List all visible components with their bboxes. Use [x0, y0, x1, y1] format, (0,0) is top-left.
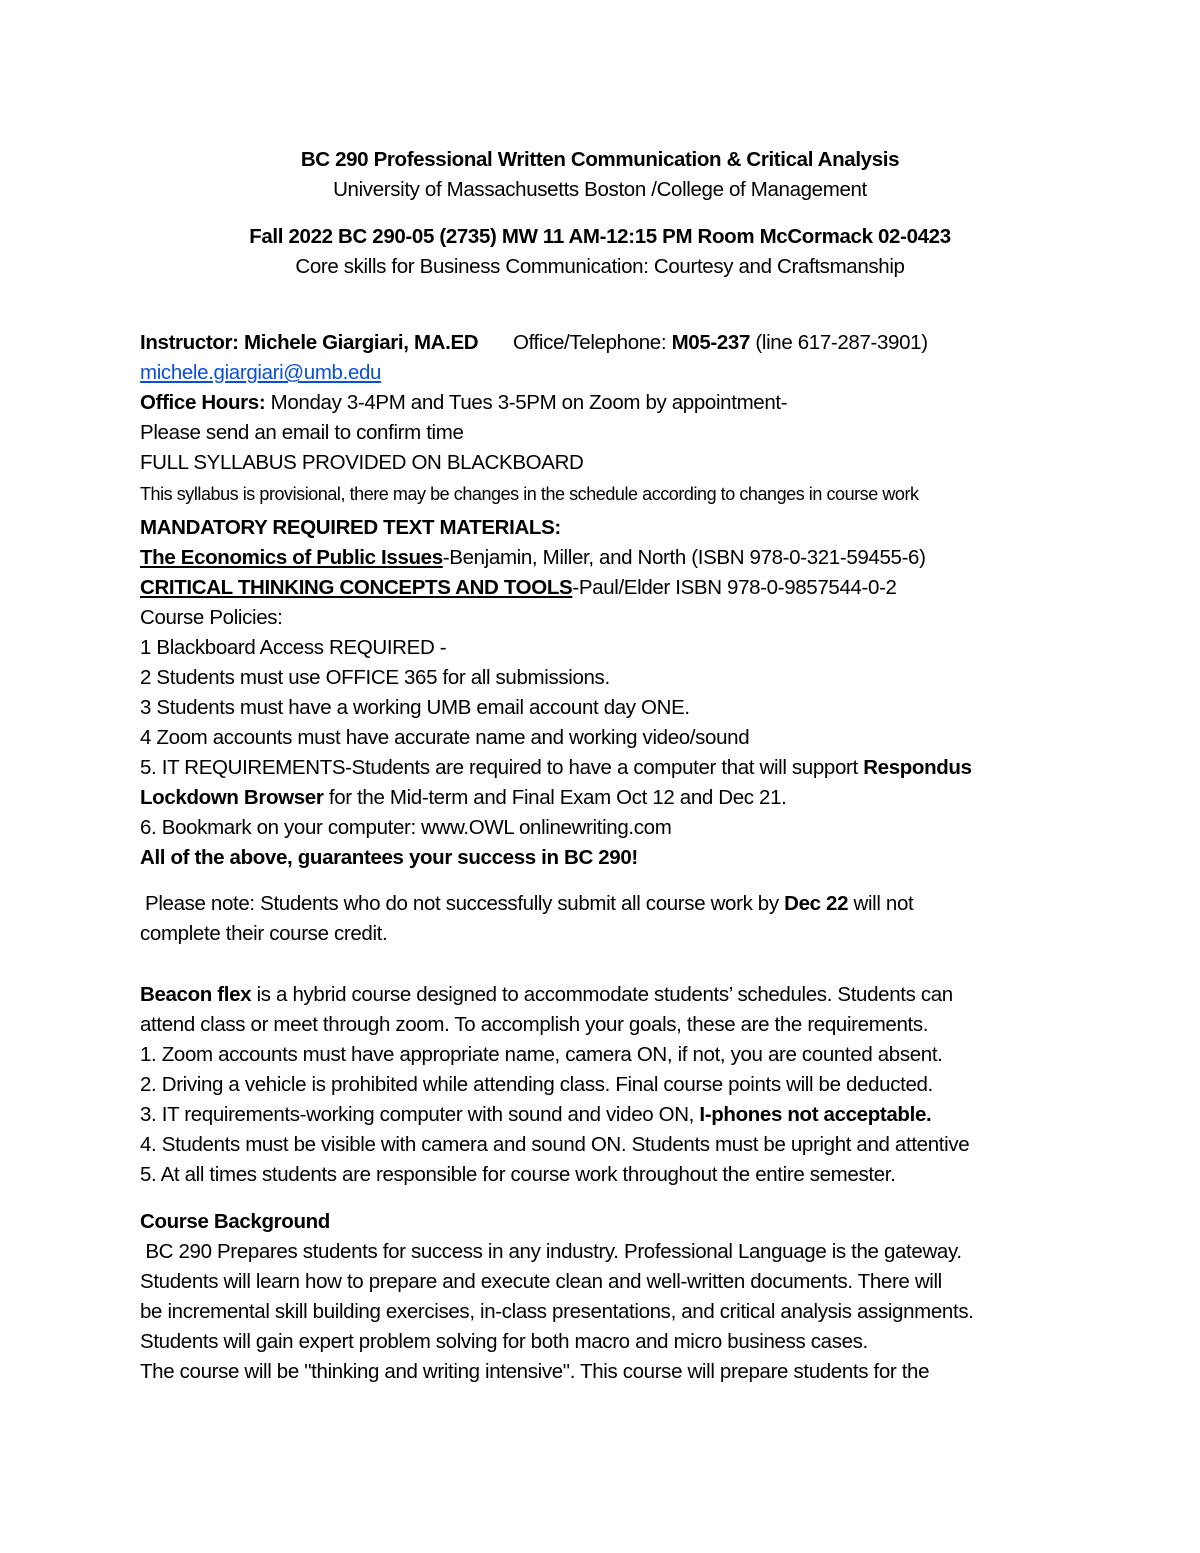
policy-5-lockdown: Lockdown Browser: [140, 786, 324, 809]
book-2-title: CRITICAL THINKING CONCEPTS AND TOOLS: [140, 576, 573, 599]
office-hours-value: Monday 3-4PM and Tues 3-5PM on Zoom by appointment-: [270, 391, 788, 414]
instructor-name: Instructor: Michele Giargiari, MA.ED: [140, 331, 479, 354]
office-hours: [140, 388, 787, 418]
beacon-req-1: 1. Zoom accounts must have appropriate name, camera ON, if not, you are counted absent.: [140, 1043, 943, 1066]
beacon-req-3-text: 3. IT requirements-working computer with sound and video ON,: [140, 1103, 695, 1126]
beacon-label: Beacon flex: [140, 983, 252, 1006]
policies-heading: Course Policies:: [140, 606, 283, 629]
instructor-line: [140, 328, 928, 358]
course-title: BC 290 Professional Written Communication & Critical Analysis: [300, 148, 900, 171]
deadline-note-end: will not: [853, 892, 914, 915]
book-1-details: -Benjamin, Miller, and North (ISBN 978-0-321-59455-6): [442, 546, 926, 569]
office-room: M05-237: [671, 331, 751, 354]
deadline-note-line2: complete their course credit.: [140, 922, 388, 945]
section-info: Fall 2022 BC 290-05 (2735) MW 11 AM-12:15 PM Room McCormack 02-0423: [249, 225, 951, 248]
background-line-2: Students will learn how to prepare and execute clean and well-written documents. There will: [140, 1270, 942, 1293]
policy-3: 3 Students must have a working UMB email account day ONE.: [140, 696, 690, 719]
book-2-details: -Paul/Elder ISBN 978-0-9857544-0-2: [572, 576, 897, 599]
beacon-req-3: [140, 1100, 931, 1130]
materials-heading: MANDATORY REQUIRED TEXT MATERIALS:: [140, 516, 561, 539]
phone-number: (line 617-287-3901): [755, 331, 928, 354]
policy-2: 2 Students must use OFFICE 365 for all submissions.: [140, 666, 610, 689]
course-subtitle: Core skills for Business Communication: Courtesy and Craftsmanship: [295, 255, 905, 278]
book-1-title: The Economics of Public Issues: [140, 546, 443, 569]
beacon-intro: [140, 980, 953, 1010]
background-heading: Course Background: [140, 1210, 330, 1233]
policy-6: 6. Bookmark on your computer: www.OWL onlinewriting.com: [140, 816, 672, 839]
office-label: Office/Telephone:: [512, 331, 667, 354]
book-2: [140, 573, 897, 603]
beacon-intro-text: is a hybrid course designed to accommodate students’ schedules. Students can: [256, 983, 953, 1006]
background-line-5: The course will be "thinking and writing intensive". This course will prepare students for the: [140, 1360, 930, 1383]
deadline-date: Dec 22: [784, 892, 849, 915]
policy-5-text: 5. IT REQUIREMENTS-Students are required to have a computer that will support: [140, 756, 858, 779]
confirm-note: Please send an email to confirm time: [140, 421, 464, 444]
policies-summary: All of the above, guarantees your success in BC 290!: [140, 846, 638, 869]
beacon-req-3-bold: I-phones not acceptable.: [699, 1103, 932, 1126]
beacon-req-4: 4. Students must be visible with camera and sound ON. Students must be upright and attentive: [140, 1133, 970, 1156]
book-1: [140, 543, 926, 573]
full-syllabus-note: FULL SYLLABUS PROVIDED ON BLACKBOARD: [140, 451, 584, 474]
background-line-3: be incremental skill building exercises, in-class presentations, and critical analysis assignments.: [140, 1300, 974, 1323]
deadline-note-text: Please note: Students who do not successfully submit all course work by: [145, 892, 779, 915]
policy-5-respondus: Respondus: [863, 756, 972, 779]
policy-5: [140, 753, 972, 783]
beacon-req-5: 5. At all times students are responsible for course work throughout the entire semester.: [140, 1163, 896, 1186]
office-hours-label: Office Hours:: [140, 391, 266, 414]
background-line-1: BC 290 Prepares students for success in any industry. Professional Language is the gateway.: [140, 1240, 962, 1263]
provisional-note: This syllabus is provisional, there may be changes in the schedule according to changes in course work: [140, 484, 919, 504]
policy-4: 4 Zoom accounts must have accurate name and working video/sound: [140, 726, 750, 749]
policy-5-cont: [140, 783, 786, 813]
beacon-intro-line2: attend class or meet through zoom. To accomplish your goals, these are the requirements.: [140, 1013, 929, 1036]
policy-1: 1 Blackboard Access REQUIRED -: [140, 636, 447, 659]
background-line-4: Students will gain expert problem solving for both macro and micro business cases.: [140, 1330, 868, 1353]
institution: University of Massachusetts Boston /College of Management: [333, 178, 867, 201]
deadline-note: [145, 889, 913, 919]
beacon-req-2: 2. Driving a vehicle is prohibited while attending class. Final course points will be deducted.: [140, 1073, 933, 1096]
policy-5-exams: for the Mid-term and Final Exam Oct 12 and Dec 21.: [328, 786, 787, 809]
email-link[interactable]: michele.giargiari@umb.edu: [140, 361, 382, 384]
